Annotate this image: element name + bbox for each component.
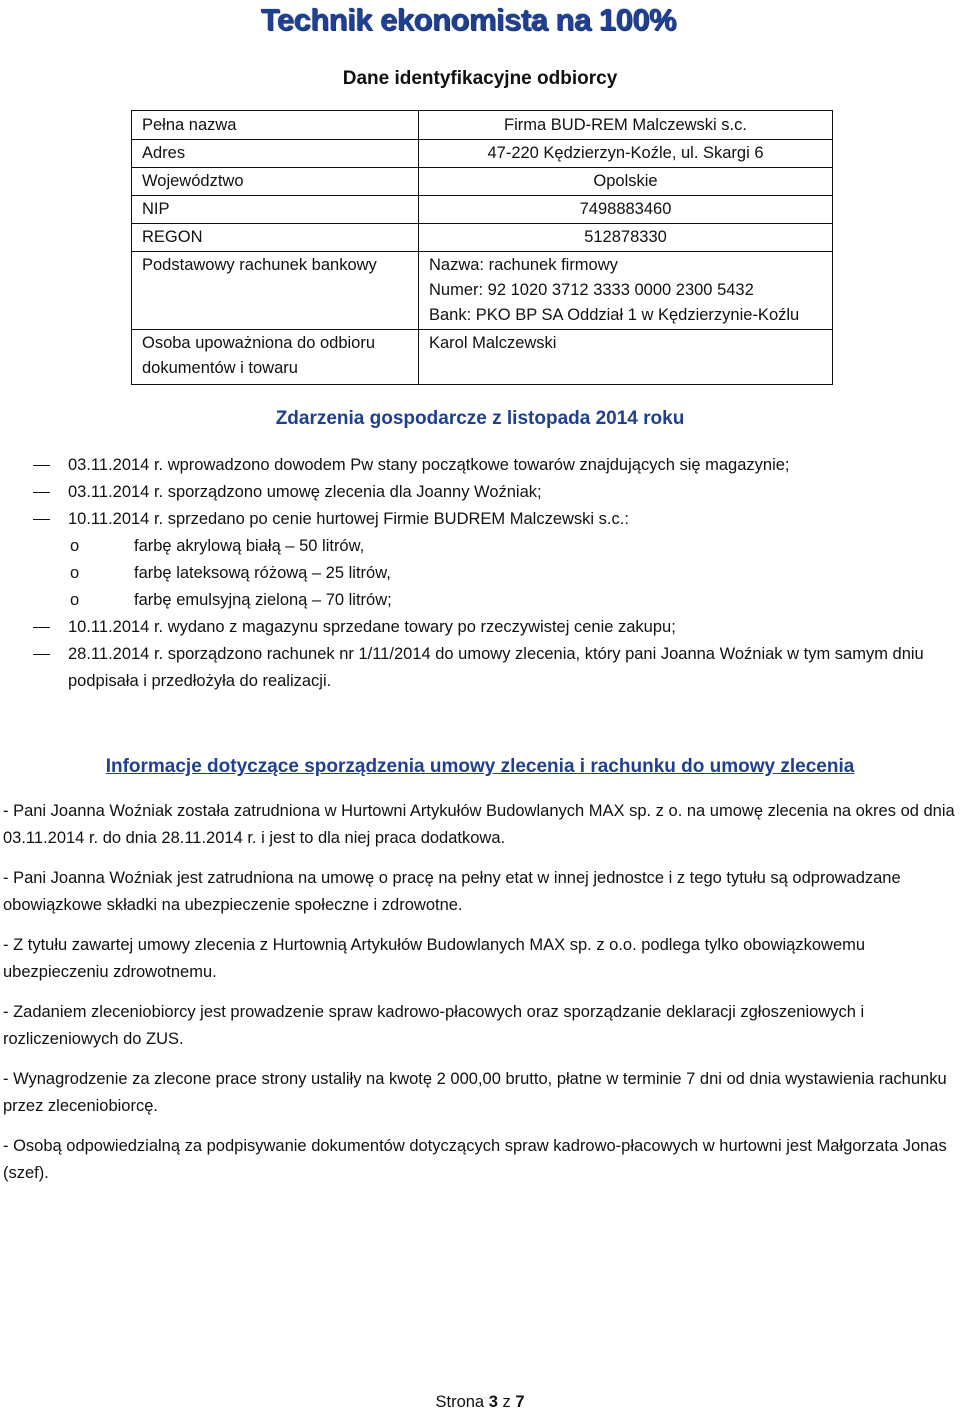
info-paragraph: - Zadaniem zleceniobiorcy jest prowadzenie spraw kadrowo-płacowych oraz sporządzanie deklaracji zgłoszeniowych i rozliczeniowych do ZUS. — [3, 1003, 865, 1048]
list-item — [0, 506, 930, 614]
ident-label: REGON — [132, 224, 419, 252]
info-paragraph: - Z tytułu zawartej umowy zlecenia z Hurtownią Artykułów Budowlanych MAX sp. z o.o. podlega tylko obowiązkowemu ubezpieczeniu zdrowotnemu. — [3, 936, 866, 981]
ident-value: Karol Malczewski — [419, 330, 833, 385]
info-paragraph: - Wynagrodzenie za zlecone prace strony ustaliły na kwotę 2 000,00 brutto, płatne w terminie 7 dni od dnia wystawienia rachunku przez zleceniobiorcę. — [3, 1070, 947, 1115]
events-title: Zdarzenia gospodarcze z listopada 2014 roku — [275, 408, 685, 429]
table-row — [132, 168, 833, 196]
ident-label: NIP — [132, 196, 419, 224]
info-paragraph: - Pani Joanna Woźniak jest zatrudniona na umowę o pracę na pełny etat w innej jednostce i z tego tytułu są odprowadzane obowiązkowe składki na ubezpieczenie społeczne i zdrowotne. — [3, 869, 901, 914]
circle-bullet-icon: o — [70, 564, 80, 582]
table-row — [132, 111, 833, 140]
bank-details — [419, 252, 833, 330]
page-label: Strona — [435, 1393, 485, 1411]
sub-item-text: farbę akrylową białą – 50 litrów, — [134, 537, 365, 555]
ident-value: Firma BUD-REM Malczewski s.c. — [419, 111, 833, 140]
event-text: 10.11.2014 r. sprzedano po cenie hurtowej Firmie BUDREM Malczewski s.c.: — [68, 510, 629, 528]
table-row-bank — [132, 252, 833, 330]
ident-label: Adres — [132, 140, 419, 168]
dash-bullet-icon — [33, 465, 50, 466]
table-row — [132, 196, 833, 224]
dash-bullet-icon — [33, 627, 50, 628]
event-text: 03.11.2014 r. sporządzono umowę zlecenia dla Joanny Woźniak; — [68, 483, 542, 501]
dash-bullet-icon — [33, 519, 50, 520]
info-title: Informacje dotyczące sporządzenia umowy zlecenia i rachunku do umowy zlecenia — [105, 756, 855, 777]
table-row — [132, 224, 833, 252]
brand-header: Technik ekonomista na 100% — [260, 2, 676, 37]
ident-label: Osoba upoważniona do odbioru dokumentów i towaru — [132, 330, 419, 385]
info-section — [3, 798, 958, 1200]
page-of: z — [502, 1393, 511, 1411]
page-number: 3 — [488, 1393, 498, 1411]
bank-name: Bank: PKO BP SA Oddział 1 w Kędzierzynie-Koźlu — [429, 306, 800, 324]
sub-item-text: farbę lateksową różową – 25 litrów, — [134, 564, 391, 582]
sub-list-item — [70, 533, 930, 560]
ident-value: 47-220 Kędzierzyn-Koźle, ul. Skargi 6 — [419, 140, 833, 168]
list-item — [0, 479, 930, 506]
ident-label: Pełna nazwa — [132, 111, 419, 140]
ident-label: Podstawowy rachunek bankowy — [132, 252, 419, 330]
ident-value: 512878330 — [419, 224, 833, 252]
table-row-person — [132, 330, 833, 385]
page-footer — [0, 1393, 960, 1412]
ident-table — [131, 110, 833, 385]
events-list — [0, 452, 930, 695]
event-text: 03.11.2014 r. wprowadzono dowodem Pw stany początkowe towarów znajdujących się magazynie; — [68, 456, 790, 474]
bank-account-name: Nazwa: rachunek firmowy — [429, 256, 618, 274]
ident-value: Opolskie — [419, 168, 833, 196]
list-item — [0, 614, 930, 641]
dash-bullet-icon — [33, 492, 50, 493]
ident-title: Dane identyfikacyjne odbiorcy — [342, 68, 618, 89]
list-item — [0, 452, 930, 479]
info-paragraph: - Osobą odpowiedzialną za podpisywanie dokumentów dotyczących spraw kadrowo-płacowych w hurtowni jest Małgorzata Jonas (szef). — [3, 1137, 947, 1182]
sub-list — [68, 533, 930, 614]
event-text: 28.11.2014 r. sporządzono rachunek nr 1/11/2014 do umowy zlecenia, który pani Joanna Woźniak w tym samym dniu podpisała i przedłożyła do realizacji. — [68, 645, 924, 690]
event-text: 10.11.2014 r. wydano z magazynu sprzedane towary po rzeczywistej cenie zakupu; — [68, 618, 676, 636]
ident-label: Województwo — [132, 168, 419, 196]
sub-item-text: farbę emulsyjną zieloną – 70 litrów; — [134, 591, 392, 609]
page-total: 7 — [515, 1393, 525, 1411]
sub-list-item — [70, 560, 930, 587]
circle-bullet-icon: o — [70, 537, 80, 555]
dash-bullet-icon — [33, 654, 50, 655]
circle-bullet-icon: o — [70, 591, 80, 609]
table-row — [132, 140, 833, 168]
bank-account-number: Numer: 92 1020 3712 3333 0000 2300 5432 — [429, 281, 754, 299]
sub-list-item — [70, 587, 930, 614]
info-paragraph: - Pani Joanna Woźniak została zatrudniona w Hurtowni Artykułów Budowlanych MAX sp. z o. na umowę zlecenia na okres od dnia 03.11.2014 r. do dnia 28.11.2014 r. i jest to dla niej praca dodatkowa. — [3, 802, 955, 847]
ident-value: 7498883460 — [419, 196, 833, 224]
list-item — [0, 641, 930, 695]
